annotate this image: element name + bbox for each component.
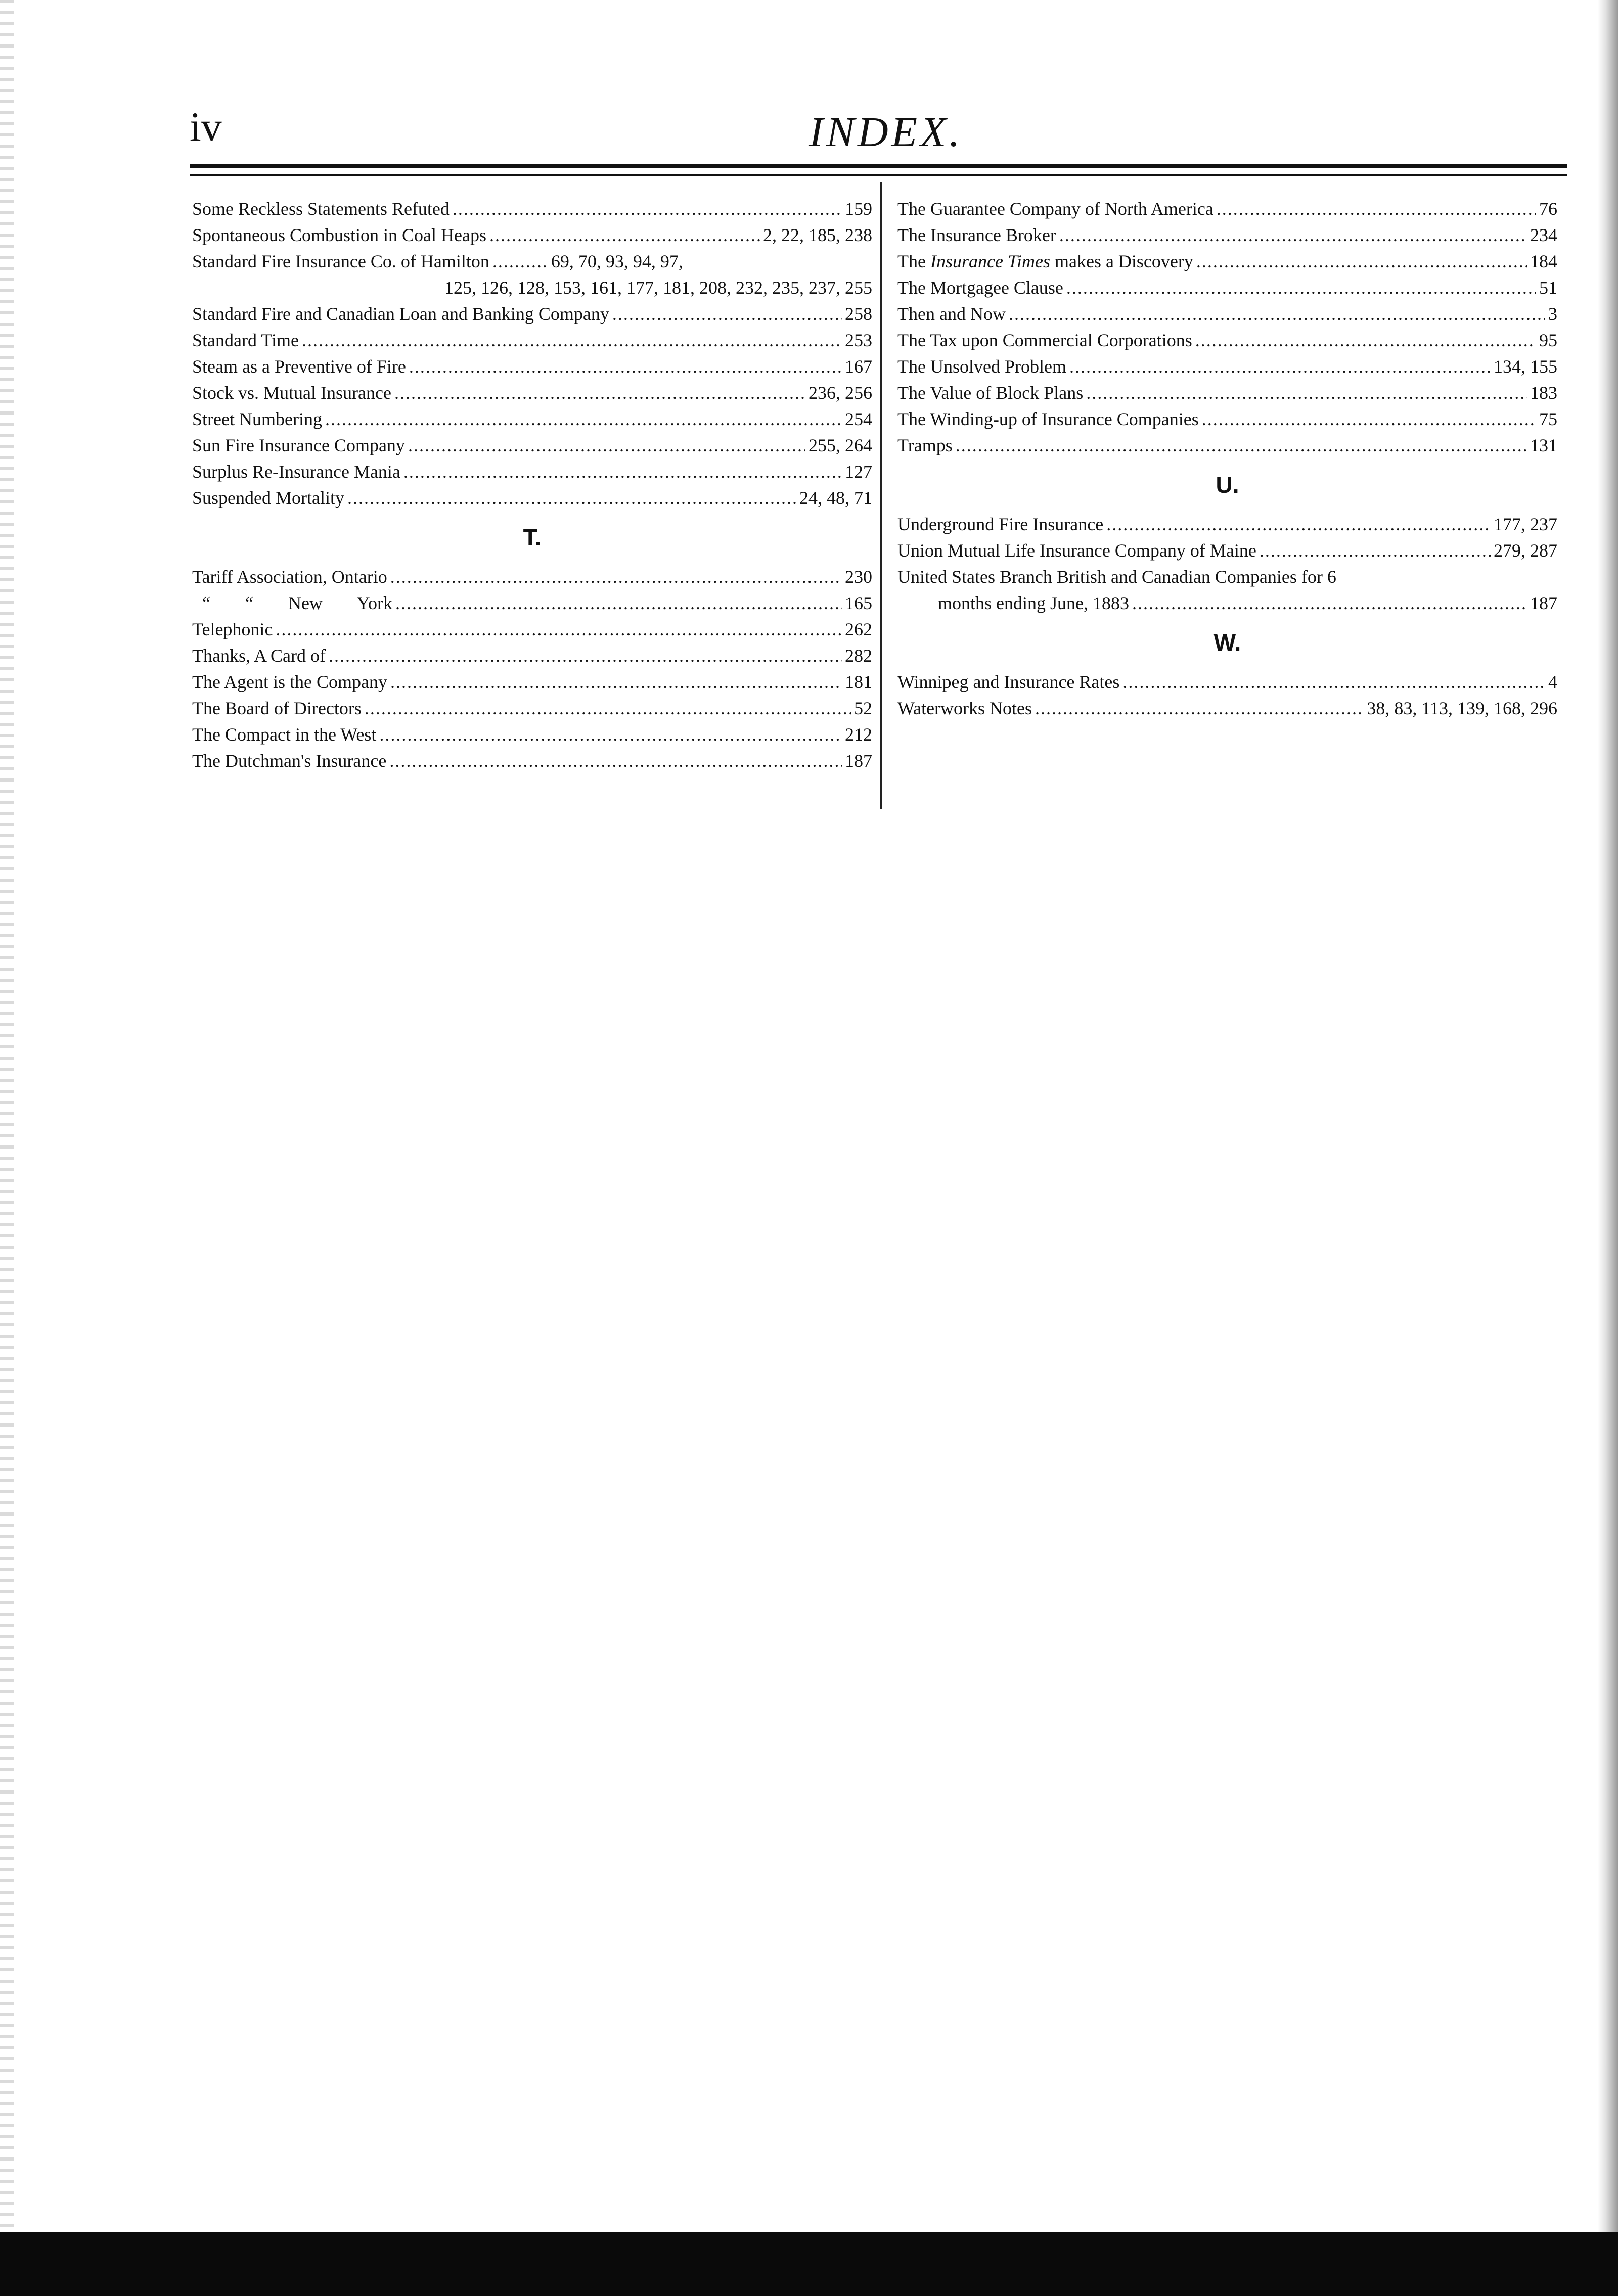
index-entry [192, 642, 872, 669]
entry-label: Spontaneous Combustion in Coal Heaps [192, 225, 486, 245]
index-entry [192, 432, 872, 458]
entry-pages: 236, 256 [808, 383, 872, 403]
dot-leader [1202, 406, 1536, 432]
entry-pages: 177, 237 [1494, 514, 1557, 534]
index-entry [192, 248, 872, 274]
entry-label: The Winding-up of Insurance Companies [897, 409, 1199, 429]
dot-leader [409, 353, 842, 380]
dot-leader [1066, 274, 1536, 301]
entry-pages: 255, 264 [808, 435, 872, 455]
header-rule-thin [190, 174, 1567, 176]
entry-pages: 159 [845, 199, 872, 219]
index-entry [192, 458, 872, 485]
dot-leader [394, 380, 805, 406]
dot-leader [956, 432, 1527, 458]
index-entry [897, 406, 1557, 432]
index-entry [897, 380, 1557, 406]
index-entry-continuation [897, 590, 1557, 616]
entry-label: The Insurance Broker [897, 225, 1056, 245]
entry-label: Standard Time [192, 330, 299, 350]
entry-pages: 230 [845, 567, 872, 587]
index-entry [192, 564, 872, 590]
index-entry [897, 327, 1557, 353]
scan-edge-left [0, 0, 14, 2232]
index-entry [192, 301, 872, 327]
index-entry [897, 511, 1557, 537]
entry-pages: 52 [854, 698, 872, 718]
index-entry [192, 590, 872, 616]
entry-label-pre: The [897, 251, 930, 271]
index-entry [897, 196, 1557, 222]
entry-pages: 75 [1539, 409, 1557, 429]
entry-pages: 167 [845, 356, 872, 377]
entry-pages: 262 [845, 619, 872, 639]
entry-label: Underground Fire Insurance [897, 514, 1104, 534]
entry-pages: 212 [845, 724, 872, 745]
entry-label [897, 248, 1193, 274]
dot-leader [1122, 669, 1545, 695]
index-entry [897, 432, 1557, 458]
entry-pages: 258 [845, 304, 872, 324]
entry-pages: 254 [845, 409, 872, 429]
entry-label: The Board of Directors [192, 698, 362, 718]
index-entry [192, 695, 872, 721]
dot-leader [1195, 327, 1536, 353]
dot-leader [365, 695, 851, 721]
entry-pages: 69, 70, 93, 94, 97, [551, 251, 683, 271]
page-number: iv [190, 104, 222, 150]
index-entry [897, 669, 1557, 695]
index-entry [192, 406, 872, 432]
index-entry [192, 669, 872, 695]
dot-leader [408, 432, 805, 458]
entry-label: Suspended Mortality [192, 488, 344, 508]
left-column [192, 196, 872, 774]
entry-label: Steam as a Preventive of Fire [192, 356, 406, 377]
index-entry [192, 222, 872, 248]
entry-label: months ending June, 1883 [938, 593, 1129, 613]
entry-label: “ “ New York [202, 593, 392, 613]
entry-label: Union Mutual Life Insurance Company of Maine [897, 540, 1256, 561]
entry-label: Telephonic [192, 619, 273, 639]
entry-label: United States Branch British and Canadian Companies for 6 [897, 567, 1336, 587]
entry-pages: 2, 22, 185, 238 [763, 225, 872, 245]
entry-label: Street Numbering [192, 409, 322, 429]
index-entry [897, 695, 1557, 721]
entry-label: Winnipeg and Insurance Rates [897, 672, 1120, 692]
entry-label: Standard Fire and Canadian Loan and Banking Company [192, 304, 609, 324]
entry-label: Standard Fire Insurance Co. of Hamilton [192, 251, 489, 271]
scan-bottom-edge [0, 2232, 1618, 2296]
dot-leader [325, 406, 842, 432]
index-entry [192, 616, 872, 642]
dot-leader [612, 301, 842, 327]
dot-leader [329, 642, 842, 669]
entry-pages: 183 [1530, 383, 1557, 403]
index-entry [192, 353, 872, 380]
dot-leader [379, 721, 842, 748]
entry-pages: 187 [845, 751, 872, 771]
index-entry [192, 327, 872, 353]
section-heading-t: T. [523, 524, 542, 550]
dot-leader [276, 616, 842, 642]
entry-label: The Mortgagee Clause [897, 278, 1063, 298]
entry-label: The Tax upon Commercial Corporations [897, 330, 1192, 350]
entry-pages: 131 [1530, 435, 1557, 455]
dot-leader [390, 669, 842, 695]
entry-label: Thanks, A Card of [192, 646, 326, 666]
entry-label: The Compact in the West [192, 724, 377, 745]
index-entry [897, 301, 1557, 327]
index-entry [897, 353, 1557, 380]
column-divider [880, 182, 882, 809]
entry-pages: 282 [845, 646, 872, 666]
entry-label: Sun Fire Insurance Company [192, 435, 405, 455]
entry-label: Surplus Re-Insurance Mania [192, 462, 400, 482]
dot-leader [453, 196, 842, 222]
entry-pages: 95 [1539, 330, 1557, 350]
dot-leader [489, 222, 760, 248]
dot-leader [395, 590, 842, 616]
entry-label: The Dutchman's Insurance [192, 751, 387, 771]
entry-pages: 187 [1530, 593, 1557, 613]
dot-leader [1035, 695, 1364, 721]
entry-label: Some Reckless Statements Refuted [192, 199, 450, 219]
entry-pages: 134, 155 [1494, 356, 1557, 377]
entry-pages: 184 [1530, 251, 1557, 271]
index-entry [897, 274, 1557, 301]
entry-pages: 253 [845, 330, 872, 350]
dot-leader [302, 327, 842, 353]
entry-label: Then and Now [897, 304, 1006, 324]
dot-leader [1260, 537, 1491, 564]
entry-pages: 38, 83, 113, 139, 168, 296 [1367, 698, 1557, 718]
entry-pages: 76 [1539, 199, 1557, 219]
entry-label: The Agent is the Company [192, 672, 387, 692]
dot-leader [1086, 380, 1527, 406]
entry-pages: 234 [1530, 225, 1557, 245]
index-entry [897, 248, 1557, 274]
entry-label: The Unsolved Problem [897, 356, 1066, 377]
index-entry [192, 196, 872, 222]
dot-leader [389, 748, 842, 774]
entry-label: Stock vs. Mutual Insurance [192, 383, 391, 403]
dot-leader [390, 564, 842, 590]
entry-pages: 181 [845, 672, 872, 692]
entry-pages: 165 [845, 593, 872, 613]
scan-edge-right [1598, 0, 1618, 2232]
entry-label: The Guarantee Company of North America [897, 199, 1214, 219]
entry-label: The Value of Block Plans [897, 383, 1084, 403]
entry-pages: 279, 287 [1494, 540, 1557, 561]
entry-pages: 3 [1548, 304, 1557, 324]
dot-leader [1009, 301, 1545, 327]
section-heading-w: W. [1214, 629, 1241, 656]
index-entry-continuation [192, 274, 872, 301]
index-entry [192, 485, 872, 511]
entry-pages: 125, 126, 128, 153, 161, 177, 181, 208, 232, 235, 237, 255 [444, 278, 872, 298]
section-heading-u: U. [1216, 472, 1239, 498]
entry-label: Waterworks Notes [897, 698, 1032, 718]
index-entry [897, 537, 1557, 564]
index-entry [897, 564, 1557, 590]
entry-pages: 24, 48, 71 [799, 488, 872, 508]
entry-pages: 51 [1539, 278, 1557, 298]
header-rule-thick [190, 164, 1567, 168]
entry-pages: 4 [1548, 672, 1557, 692]
entry-label: Tariff Association, Ontario [192, 567, 387, 587]
dot-leader [1069, 353, 1491, 380]
entry-label-post: makes a Discovery [1050, 251, 1193, 271]
entry-pages: 127 [845, 462, 872, 482]
index-entry [192, 748, 872, 774]
dot-leader [1059, 222, 1527, 248]
dot-leader [347, 485, 796, 511]
dot-leader [492, 248, 548, 274]
dot-leader [403, 458, 842, 485]
dot-leader [1106, 511, 1491, 537]
dot-leader [1196, 248, 1527, 274]
index-entry [897, 222, 1557, 248]
entry-label-italic: Insurance Times [930, 251, 1050, 271]
index-entry [192, 721, 872, 748]
dot-leader [1217, 196, 1536, 222]
page-title: INDEX. [809, 109, 963, 156]
index-entry [192, 380, 872, 406]
right-column [897, 196, 1557, 721]
dot-leader [1132, 590, 1527, 616]
entry-label: Tramps [897, 435, 953, 455]
